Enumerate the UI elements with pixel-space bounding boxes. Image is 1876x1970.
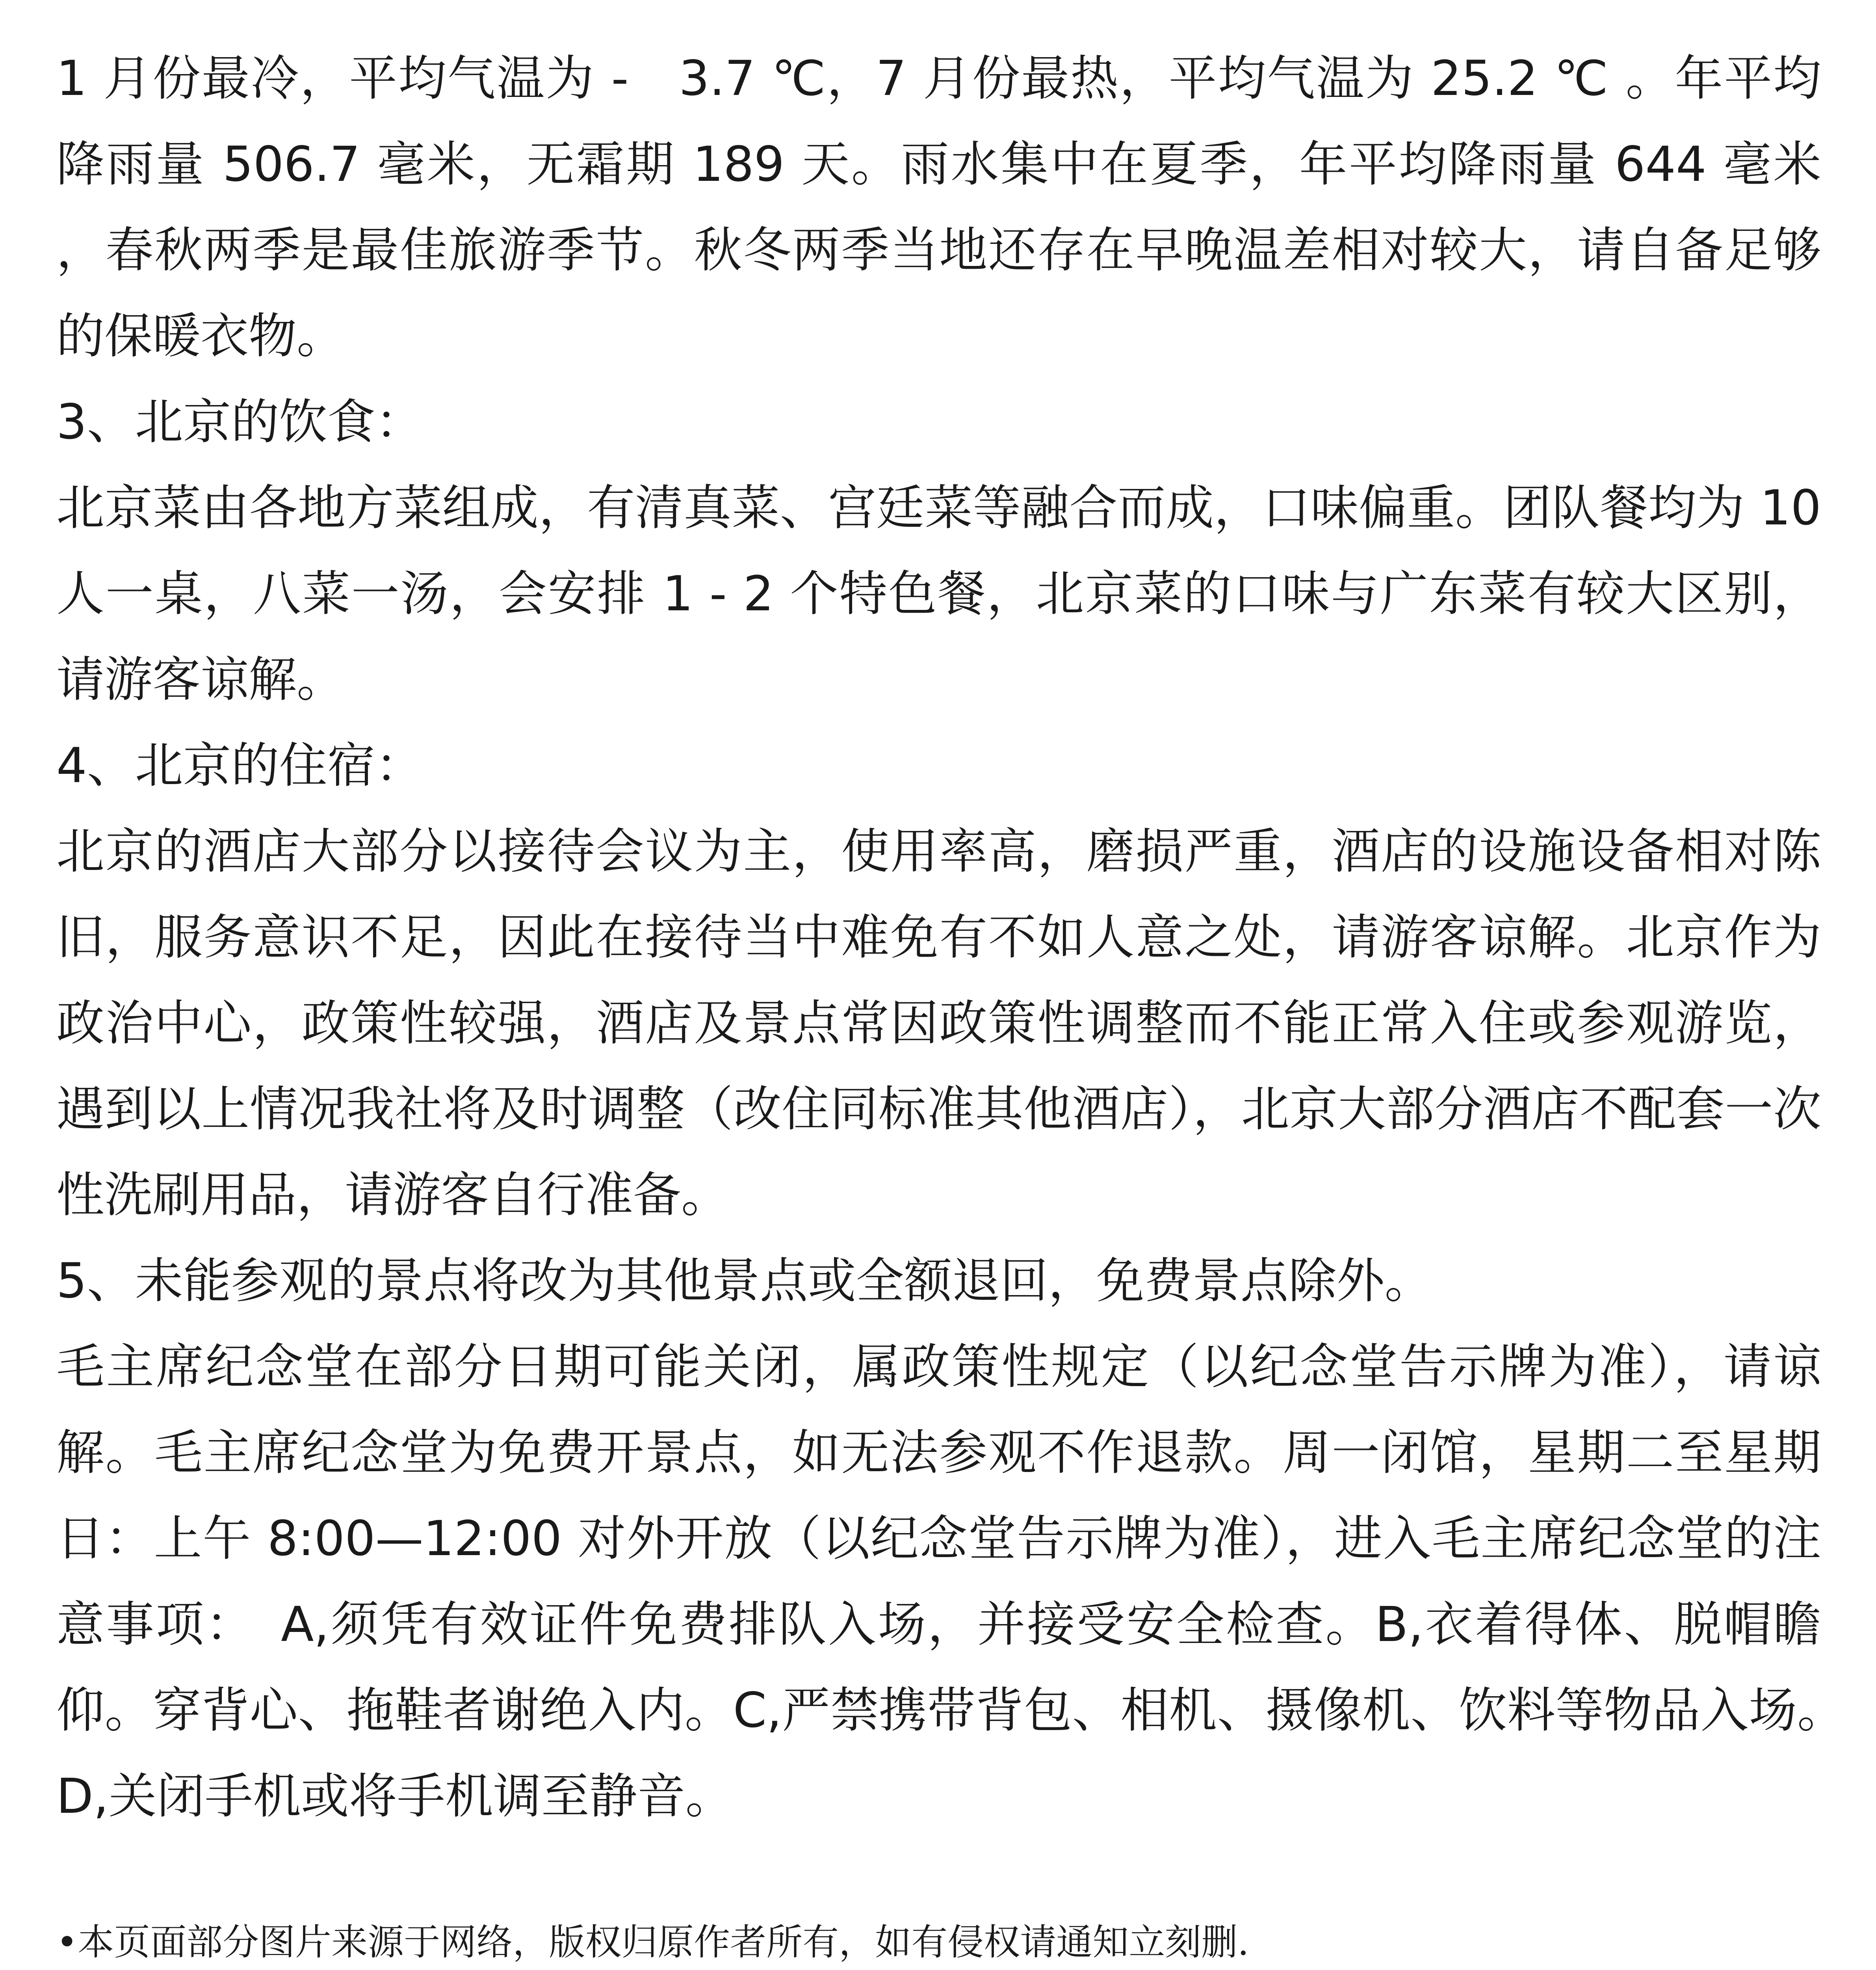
heading-accommodation: 4、北京的住宿：	[56, 738, 423, 794]
paragraph-mausoleum: 毛主席纪念堂在部分日期可能关闭，属政策性规定（以纪念堂告示牌为准），请谅解。毛主席纪念堂为免费开景点，如无法参观不作退款。周一闭馆，星期二至星期日：上午 8:00—12:00 对外开放（以纪念堂告示牌为准），进入毛主席纪念堂的注意事项： A,须凭有效证件免费排队入场，并接受安全检查。B,衣着得体、脱帽瞻仰。穿背心、拖鞋者谢绝入内。C,严禁携带背包、相机、摄像机、饮料等物品入场。 D,关闭手机或将手机调至静音。	[56, 1339, 1869, 1824]
copyright-footnote: •本页面部分图片来源于网络，版权归原作者所有，如有侵权请通知立刻删.	[56, 1921, 1249, 1963]
paragraph-food: 北京菜由各地方菜组成，有清真菜、宫廷菜等融合而成，口味偏重。团队餐均为 10 人一桌，八菜一汤，会安排 1 - 2 个特色餐，北京菜的口味与广东菜有较大区别，请游客谅解。	[56, 480, 1821, 708]
paragraph-accommodation: 北京的酒店大部分以接待会议为主，使用率高，磨损严重，酒店的设施设备相对陈旧，服务意识不足，因此在接待当中难免有不如人意之处，请游客谅解。北京作为政治中心，政策性较强，酒店及景点常因政策性调整而不能正常入住或参观游览，遇到以上情况我社将及时调整（改住同标准其他酒店），北京大部分酒店不配套一次性洗刷用品，请游客自行准备。	[56, 823, 1821, 1223]
paragraph-climate: 1 月份最冷，平均气温为 - 3.7 ℃，7 月份最热，平均气温为 25.2 ℃ 。年平均降雨量 506.7 毫米，无霜期 189 天。雨水集中在夏季，年平均降雨量 644 毫米 ，春秋两季是最佳旅游季节。秋冬两季当地还存在早晚温差相对较大，请自备足够的保暖衣物。	[56, 50, 1821, 364]
document-body	[56, 35, 1869, 1839]
heading-unvisited-attractions: 5、未能参观的景点将改为其他景点或全额退回，免费景点除外。	[56, 1253, 1433, 1309]
heading-food: 3、北京的饮食：	[56, 394, 423, 450]
